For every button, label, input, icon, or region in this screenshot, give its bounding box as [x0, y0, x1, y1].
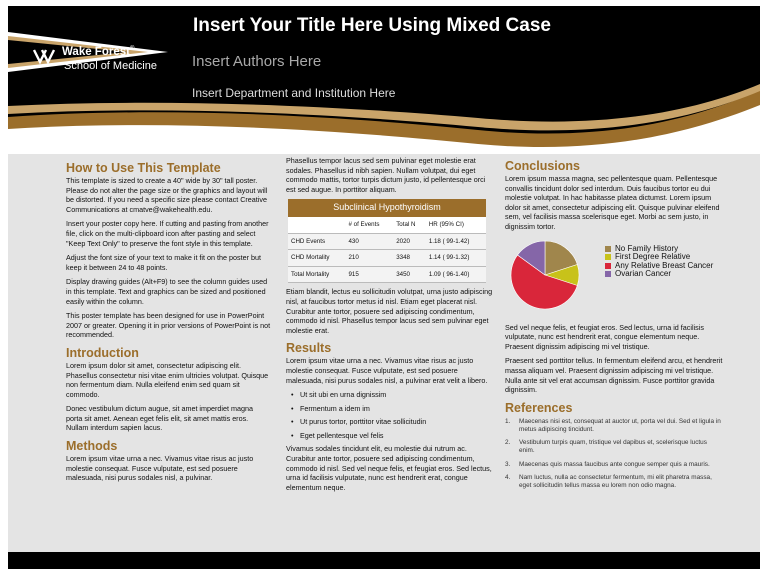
table-cell: 430	[345, 233, 393, 250]
list-item: • Ut purus tortor, porttitor vitae sollicitudin	[286, 417, 496, 427]
table-header-cell	[288, 217, 345, 233]
reference-item: 3. Maecenas quis massa faucibus ante congue semper quis a mauris.	[505, 461, 723, 469]
column-2	[286, 156, 496, 497]
table-header-cell: HR (95% CI)	[426, 217, 486, 233]
table-row	[288, 266, 486, 283]
chart-legend	[605, 245, 713, 279]
wake-forest-mark-icon	[32, 46, 66, 66]
column-2-intro-text: Phasellus tempor lacus sed sem pulvinar eget molestie erat sodales. Phasellus id nibh sapien. Nullam volutpat, dui eget commodo mattis, tortor turpis dictum justo, id pellentesque orci est sed augue. In porttitor aliquam.	[286, 156, 486, 194]
legend-swatch	[605, 254, 611, 260]
table-header-cell: Total N	[393, 217, 426, 233]
table-cell: 1.18 ( 99-1.42)	[426, 233, 486, 250]
poster-authors: Insert Authors Here	[192, 53, 322, 70]
introduction-text-1: Lorem ipsum dolor sit amet, consectetur adipiscing elit. Phasellus consectetur nisi vitae enim ultricies volutpat. Quisque non fermentum diam. Nulla eleifend enim sed quam sit commodo.	[66, 360, 269, 399]
introduction-text-2: Donec vestibulum dictum augue, sit amet imperdiet magna porta sit amet. Aenean eget felis elit, sit amet mattis eros. Nullam interdum sapien lacus.	[66, 404, 253, 433]
legend-swatch	[605, 263, 611, 269]
how-to-heading: How to Use This Template	[66, 161, 221, 175]
methods-heading: Methods	[66, 439, 118, 454]
table-cell: CHD Mortality	[288, 250, 345, 267]
how-to-text-1: This template is sized to create a 40" wide by 30" tall poster. Please do not alter the page size or the graphics and layout will be distorted. If you need a specific size please contact Creative Communications at cmatve@wakehealth.edu.	[66, 176, 268, 214]
table-cell: 3348	[393, 250, 426, 267]
pie-chart	[505, 237, 601, 317]
table-cell: 1.09 ( 96-1.40)	[426, 266, 486, 283]
footer-bar	[8, 552, 760, 569]
column-3	[505, 158, 723, 495]
pie-chart-container	[505, 237, 723, 317]
column-2-after-table-text: Etiam blandit, lectus eu sollicitudin volutpat, urna justo adipiscing nisl, at faucibus tortor metus id nisl. Etiam eget placerat nisl. Curabitur ante tortor, posuere sed adipiscing condimentum, commodo id nisl. Phasellus tempor lacus sed sem pulvinar eget molestie erat.	[286, 287, 493, 335]
legend-label: Any Relative Breast Cancer	[615, 260, 714, 270]
table-cell: 210	[345, 250, 393, 267]
how-to-text-5: This poster template has been designed for use in PowerPoint 2007 or greater. Opening it in prior versions of PowerPoint is not recommended.	[66, 311, 271, 340]
table-cell: 2020	[393, 233, 426, 250]
results-heading: Results	[286, 341, 332, 356]
methods-text: Lorem ipsum vitae urna a nec. Vivamus vitae risus ac justo molestie consequat. Fusce vulputate, est sed posuere malesuada, nisi purus sodales nisl, a pulvinar.	[66, 454, 254, 483]
conclusions-text: Lorem ipsum massa magna, sec pellentesque quam. Pellentesque convallis tincidunt dolor sed interdum. Duis faucibus tortor eu dui molestie volutpat. In hac habitasse platea dictumst. Lorem ipsum dolor sit amet, consectetur adipiscing elit. Quisque pulvinar eleifend sem, vel facilisis massa scelerisque eget. Morbi ac sem justo, in dignissim tortor.	[505, 174, 720, 231]
reference-item: 1. Maecenas nisi est, consequat at auctor ut, porta vel dui. Sed et ligula in metus adipiscing tincidunt.	[505, 418, 723, 434]
legend-item	[605, 270, 713, 279]
poster-body	[8, 154, 760, 552]
results-text-1: Lorem ipsum vitae urna a nec. Vivamus vitae risus ac justo molestie consequat. Fusce vulputate, est sed posuere malesuada, nisi purus sodales nisl, a pulvinar erat velit a libero.	[286, 356, 488, 385]
logo-line-1: Wake Forest®	[62, 46, 135, 58]
table-row	[288, 233, 486, 250]
list-item: • Fermentum a idem im	[286, 404, 496, 414]
table-header-row	[288, 217, 486, 233]
table-caption: Subclinical Hypothyroidism	[288, 199, 486, 217]
column-1	[66, 160, 271, 488]
reference-item: 4. Nam luctus, nulla ac consectetur fermentum, mi elit pharetra massa, eget sollicitudin tellus massa eu lorem non odio magna.	[505, 474, 723, 490]
poster-title: Insert Your Title Here Using Mixed Case	[193, 15, 551, 36]
legend-swatch	[605, 246, 611, 252]
how-to-text-4: Display drawing guides (Alt+F9) to see the column guides used in this template. Text and graphics can be sized and positioned easily within the column.	[66, 277, 268, 306]
references-list	[505, 418, 723, 490]
conclusions-heading: Conclusions	[505, 159, 581, 173]
hypothyroidism-table	[288, 199, 486, 283]
list-item: • Ut sit ubi en urna dignissim	[286, 390, 496, 400]
introduction-heading: Introduction	[66, 345, 139, 360]
results-bullet-list	[286, 390, 496, 440]
header-banner	[8, 6, 760, 154]
legend-swatch	[605, 271, 611, 277]
results-text-2: Vivamus sodales tincidunt elit, eu molestie dui rutrum ac. Curabitur ante tortor, posuere sed adipiscing condimentum, commodo id nisl. Sed vel neque felis, et feugiat eros. Sed lectus, urna id facilisis vulputate, nunc est hendrerit erat, congue elementum neque.	[286, 444, 492, 492]
how-to-text-3: Adjust the font size of your text to make it fit on the poster but keep it between 24 to 48 points.	[66, 253, 261, 272]
reference-item: 2. Vestibulum turpis quam, tristique vel dapibus et, scelerisque luctus enim.	[505, 439, 723, 455]
table-header-cell: # of Events	[345, 217, 393, 233]
legend-label: No Family History	[615, 243, 679, 253]
list-item: • Eget pellentesque vel felis	[286, 431, 496, 441]
logo-line-2: School of Medicine	[64, 60, 157, 72]
table-cell: Total Mortality	[288, 266, 345, 283]
references-heading: References	[505, 400, 573, 415]
poster-department: Insert Department and Institution Here	[192, 86, 396, 100]
legend-label: Ovarian Cancer	[615, 269, 672, 279]
table-cell: CHD Events	[288, 233, 345, 250]
table-cell: 915	[345, 266, 393, 283]
table-row	[288, 250, 486, 267]
column-3-text-2: Praesent sed porttitor tellus. In fermentum eleifend arcu, et hendrerit massa aliquam vel. Praesent dignissim adipiscing mi vel tristique. Nulla ante sit vel erat accumsan dignissim. Fusce porttitor gravida dignissim.	[505, 356, 723, 395]
table-cell: 1.14 ( 99-1.32)	[426, 250, 486, 267]
how-to-text-2: Insert your poster copy here. If cutting and pasting from another file, click on the multi-clipboard icon after pasting and select "Keep Text Only" to preserve the font style in this template.	[66, 219, 269, 248]
legend-label: First Degree Relative	[615, 252, 691, 262]
table-cell: 3450	[393, 266, 426, 283]
column-3-text-1: Sed vel neque felis, et feugiat eros. Sed lectus, urna id facilisis vulputate, nunc est hendrerit erat, congue elementum neque. Praesent dignissim adipiscing mi vel tristique.	[505, 322, 704, 351]
